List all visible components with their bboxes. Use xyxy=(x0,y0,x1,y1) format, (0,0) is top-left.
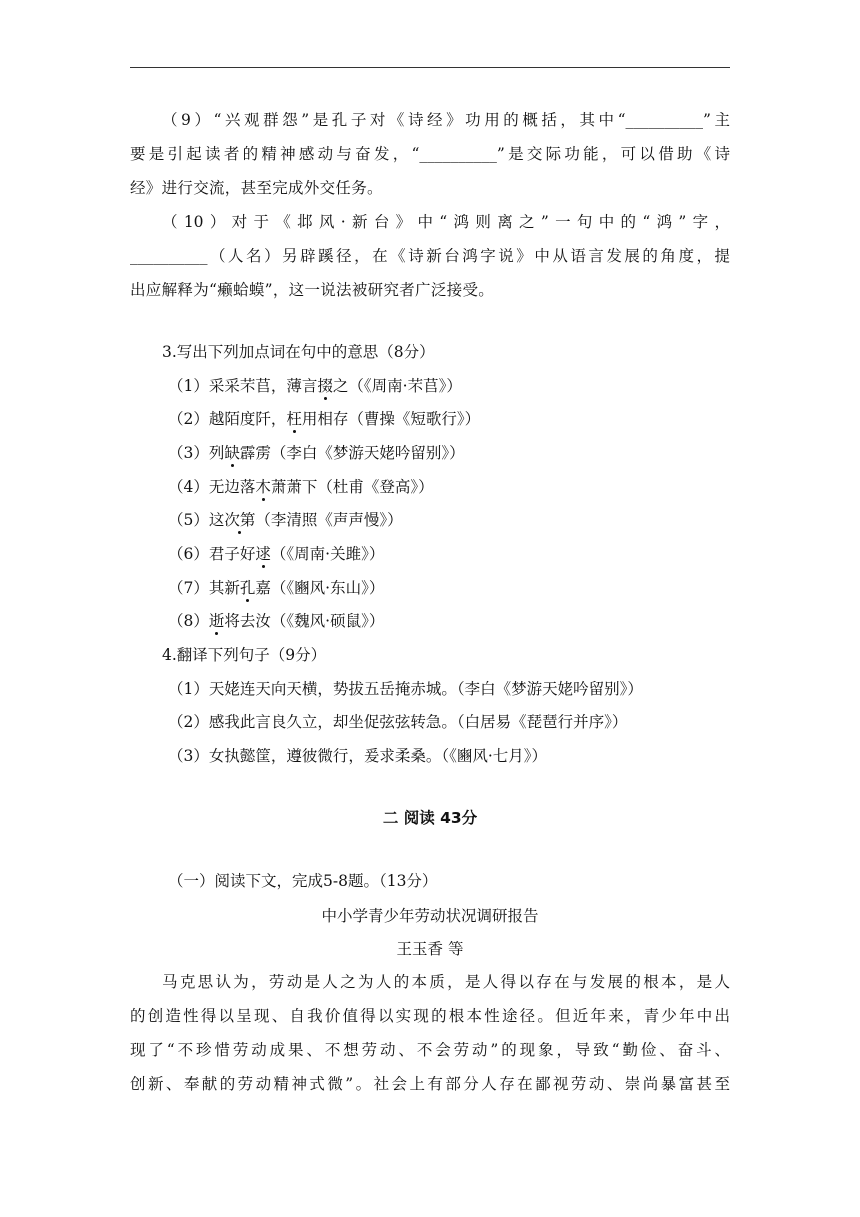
q9-line-3: 经》进行交流，甚至完成外交任务。 xyxy=(130,179,383,197)
q9-line-2: 要是引起读者的精神感动与奋发，“__________”是交际功能，可以借助《诗 xyxy=(130,145,730,163)
q9-line-1: （9）“兴观群怨”是孔子对《诗经》功用的概括，其中“__________”主 xyxy=(162,111,730,129)
q10-line-3: 出应解释为“癞蛤蟆”，这一说法被研究者广泛接受。 xyxy=(130,281,495,299)
article-title: 中小学青少年劳动状况调研报告 xyxy=(321,907,539,925)
article-line-2: 的创造性得以呈现、自我价值得以实现的根本性途径。但近年来，青少年中出 xyxy=(130,1007,730,1025)
q3-item-3: （3）列缺霹雳（李白《梦游天姥吟留别》） xyxy=(168,444,465,462)
q3-item-8: （8）逝将去汝（《魏风·硕鼠》） xyxy=(168,612,385,630)
dotted-word: 枉 xyxy=(286,410,302,428)
dotted-word: 孔 xyxy=(239,579,256,597)
dotted-word: 掇 xyxy=(317,377,333,395)
q3-item-5: （5）这次第（李清照《声声慢》） xyxy=(168,511,403,529)
q10-line-2: __________（人名）另辟蹊径，在《诗新台鸿字说》中从语言发展的角度，提 xyxy=(130,247,730,265)
q4-item-2: （2）感我此言良久立，却坐促弦弦转急。（白居易《琵琶行并序》） xyxy=(168,713,628,731)
q3-item-4: （4）无边落木萧萧下（杜甫《登高》） xyxy=(168,478,434,496)
q10-line-1: （10）对于《邶风·新台》中“鸿则离之”一句中的“鸿”字， xyxy=(162,213,730,231)
dotted-word: 缺 xyxy=(224,444,240,462)
q4-title: 4.翻译下列句子（9分） xyxy=(162,646,327,664)
article-line-3: 现了“不珍惜劳动成果、不想劳动、不会劳动”的现象，导致“勤俭、奋斗、 xyxy=(130,1041,730,1059)
reading-intro: （一）阅读下文，完成5-8题。（13分） xyxy=(168,872,438,890)
article-line-1: 马克思认为，劳动是人之为人的本质，是人得以存在与发展的根本，是人 xyxy=(162,973,730,991)
article-line-4: 创新、奉献的劳动精神式微”。社会上有部分人存在鄙视劳动、崇尚暴富甚至 xyxy=(130,1075,730,1093)
q4-item-3: （3）女执懿筐，遵彼微行，爰求柔桑。（《豳风·七月》） xyxy=(168,747,548,765)
dotted-word: 木 xyxy=(255,478,271,496)
q3-item-1: （1）采采芣苢，薄言掇之（《周南·芣苢》） xyxy=(168,377,462,395)
dotted-word: 逑 xyxy=(255,545,271,563)
q3-title: 3.写出下列加点词在句中的意思（8分） xyxy=(162,343,435,361)
q4-item-1: （1）天姥连天向天横，势拔五岳掩赤城。（李白《梦游天姥吟留别》） xyxy=(168,680,643,698)
header-rule xyxy=(130,67,730,68)
section-heading: 二 阅读 43分 xyxy=(382,809,478,827)
article-author: 王玉香 等 xyxy=(396,940,464,958)
q3-item-7: （7）其新孔嘉（《豳风·东山》） xyxy=(168,579,385,597)
q3-item-6: （6）君子好逑（《周南·关雎》） xyxy=(168,545,385,563)
dotted-word: 逝 xyxy=(208,612,225,630)
q3-item-2: （2）越陌度阡，枉用相存（曹操《短歌行》） xyxy=(168,410,481,428)
dotted-word: 次第 xyxy=(224,511,256,529)
